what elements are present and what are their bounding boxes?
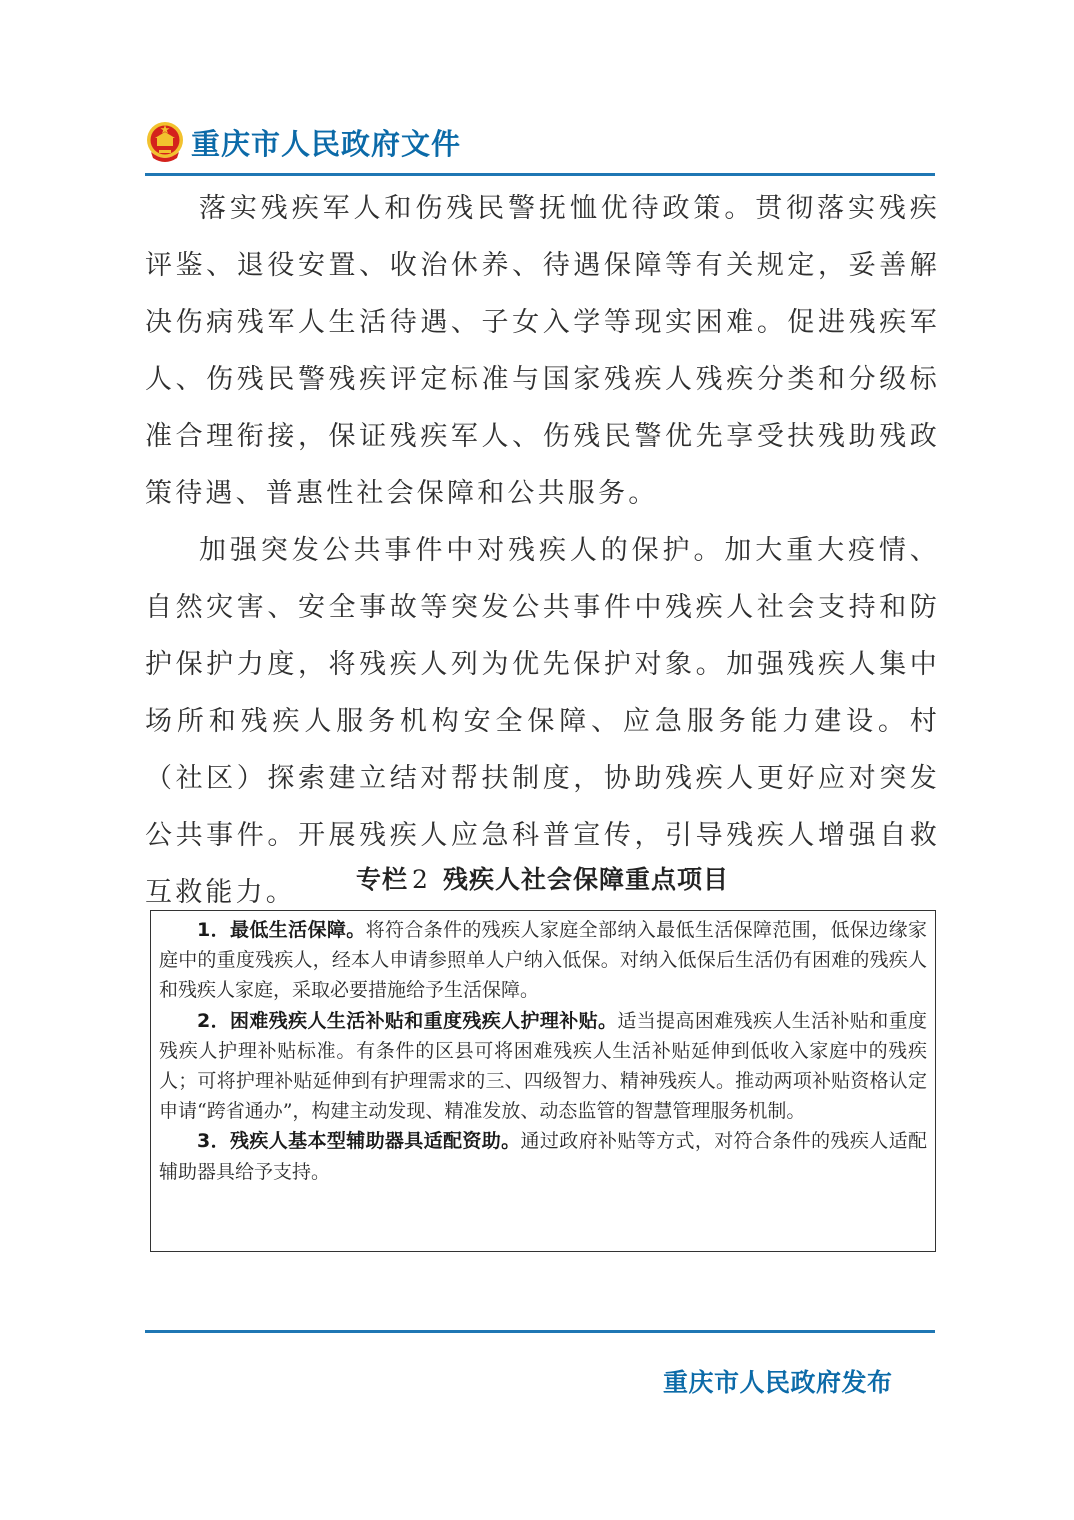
- column-box: [150, 910, 936, 1252]
- column-item-text: 适当提高困难残疾人生活补贴和重度残疾人护理补贴标准。有条件的区县可将困难残疾人生活补贴延伸到低收入家庭中的残疾人；可将护理补贴延伸到有护理需求的三、四级智力、精神残疾人。推动两项补贴资格认定申请“跨省通办”，构建主动发现、精准发放、动态监管的智慧管理服务机制。: [159, 1009, 927, 1123]
- footer-rule: [145, 1330, 935, 1333]
- column-item-text: 将符合条件的残疾人家庭全部纳入最低生活保障范围，低保边缘家庭中的重度残疾人，经本人申请参照单人户纳入低保。对纳入低保后生活仍有困难的残疾人和残疾人家庭，采取必要措施给予生活保障。: [159, 919, 927, 1002]
- column-item: [159, 1006, 927, 1127]
- column-label: 专栏: [356, 865, 409, 894]
- footer-publisher: 重庆市人民政府发布: [663, 1368, 893, 1397]
- paragraph-emergency: 加强突发公共事件中对残疾人的保护。加大重大疫情、自然灾害、安全事故等突发公共事件中残疾人社会支持和防护保护力度，将残疾人列为优先保护对象。加强残疾人集中场所和残疾人服务机构安全保障、应急服务能力建设。村（社区）探索建立结对帮扶制度，协助残疾人更好应对突发公共事件。开展残疾人应急科普宣传，引导残疾人增强自救互救能力。: [145, 535, 940, 908]
- document-header: [145, 118, 461, 166]
- national-emblem-icon: [145, 120, 185, 164]
- column-item-lead: 2．困难残疾人生活补贴和重度残疾人护理补贴。: [197, 1009, 618, 1032]
- paragraph-veterans: 落实残疾军人和伤残民警抚恤优待政策。贯彻落实残疾评鉴、退役安置、收治休养、待遇保障等有关规定，妥善解决伤病残军人生活待遇、子女入学等现实困难。促进残疾军人、伤残民警残疾评定标准与国家残疾人残疾分类和分级标准合理衔接，保证残疾军人、伤残民警优先享受扶残助残政策待遇、普惠性社会保障和公共服务。: [145, 193, 940, 509]
- column-item-text: 通过政府补贴等方式，对符合条件的残疾人适配辅助器具给予支持。: [159, 1130, 927, 1183]
- column-item-lead: 1．最低生活保障。: [197, 919, 366, 941]
- header-rule: [145, 173, 935, 176]
- column-heading: 残疾人社会保障重点项目: [442, 865, 729, 894]
- column-item: [159, 915, 927, 1006]
- column-item-lead: 3．残疾人基本型辅助器具适配资助。: [197, 1130, 521, 1153]
- column-number: 2: [412, 865, 429, 894]
- column-title: [145, 860, 940, 896]
- document-header-title: 重庆市人民政府文件: [191, 126, 462, 161]
- column-item: [159, 1126, 927, 1186]
- body-text: [145, 180, 940, 921]
